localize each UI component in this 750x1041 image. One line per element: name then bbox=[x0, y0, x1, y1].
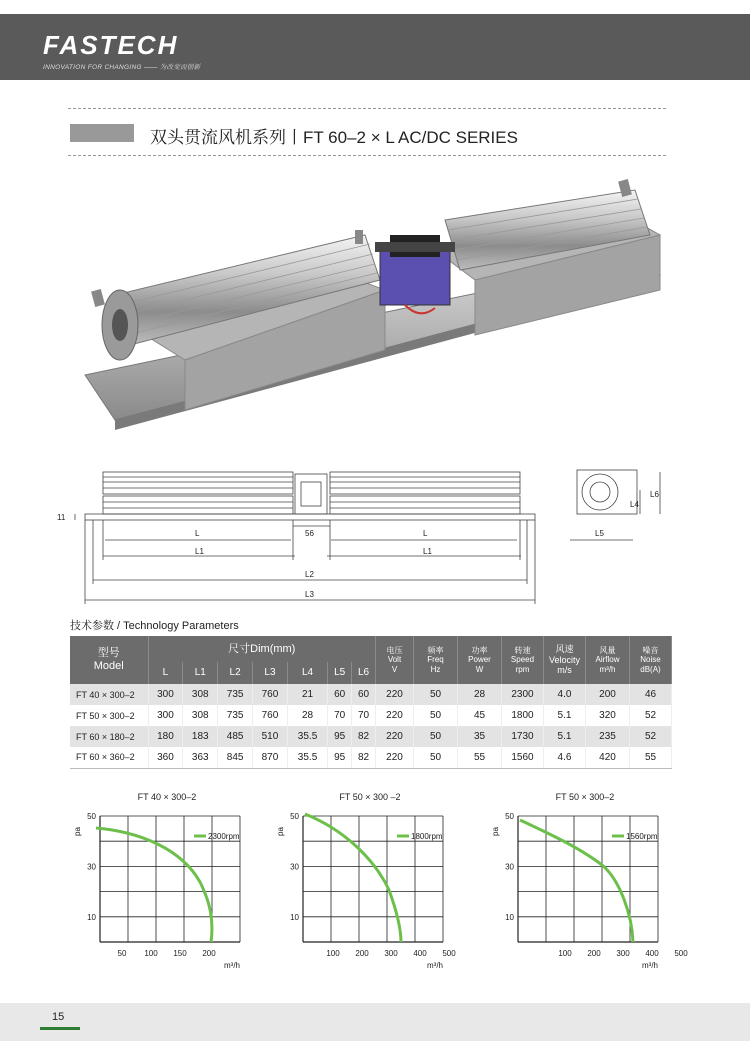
dim-11-label: 11 bbox=[57, 513, 66, 522]
title-accent-bar bbox=[70, 124, 134, 142]
chart-xtick: 200 bbox=[202, 949, 216, 958]
table-cell: 46 bbox=[630, 684, 672, 705]
table-cell: 760 bbox=[253, 705, 288, 726]
table-cell: 60 bbox=[352, 684, 376, 705]
chart-ytick: 50 bbox=[505, 812, 514, 821]
col-dim-group: 尺寸Dim(mm) bbox=[148, 636, 376, 662]
col-freq: 频率 Freq Hz bbox=[414, 636, 458, 684]
table-cell: 363 bbox=[183, 747, 218, 768]
dim-l-left-label: L bbox=[195, 529, 200, 538]
chart-xlabel: m³/h bbox=[427, 961, 443, 970]
table-row bbox=[70, 726, 672, 747]
chart-ylabel: pa bbox=[73, 827, 82, 836]
table-cell: 50 bbox=[414, 684, 458, 705]
table-cell: 235 bbox=[586, 726, 630, 747]
table-cell: 420 bbox=[586, 747, 630, 768]
table-cell: 70 bbox=[328, 705, 352, 726]
cell-model: FT 60 × 180–2 bbox=[70, 726, 148, 747]
col-model: 型号 Model bbox=[70, 636, 148, 684]
dim-l2-label: L2 bbox=[305, 570, 314, 579]
table-cell: 200 bbox=[586, 684, 630, 705]
chart-curve bbox=[96, 828, 212, 942]
chart-xtick: 100 bbox=[326, 949, 340, 958]
chart-legend-label: 1800rpm bbox=[411, 832, 443, 841]
chart-xtick: 200 bbox=[355, 949, 369, 958]
table-cell: 485 bbox=[218, 726, 253, 747]
col-noise: 噪音 Noise dB(A) bbox=[630, 636, 672, 684]
page-footer bbox=[0, 1003, 750, 1041]
cell-model: FT 40 × 300–2 bbox=[70, 684, 148, 705]
table-cell: 5.1 bbox=[544, 726, 586, 747]
chart-ft50x300 bbox=[275, 790, 465, 975]
table-cell: 300 bbox=[148, 684, 183, 705]
chart-ytick: 50 bbox=[290, 812, 299, 821]
table-cell: 35 bbox=[458, 726, 502, 747]
col-volt: 电压 Volt V bbox=[376, 636, 414, 684]
chart-curve bbox=[520, 820, 633, 942]
table-cell: 735 bbox=[218, 684, 253, 705]
table-cell: 870 bbox=[253, 747, 288, 768]
table-cell: 360 bbox=[148, 747, 183, 768]
table-cell: 220 bbox=[376, 747, 414, 768]
chart-xtick: 300 bbox=[384, 949, 398, 958]
table-cell: 320 bbox=[586, 705, 630, 726]
chart-xtick: 300 bbox=[616, 949, 630, 958]
chart-title: FT 40 × 300–2 bbox=[137, 792, 197, 802]
table-cell: 2300 bbox=[502, 684, 544, 705]
title-divider-top bbox=[68, 108, 666, 109]
chart-xtick: 500 bbox=[674, 949, 688, 958]
table-cell: 52 bbox=[630, 705, 672, 726]
table-row bbox=[70, 705, 672, 726]
cell-model: FT 60 × 360–2 bbox=[70, 747, 148, 768]
page-header bbox=[0, 14, 750, 80]
cell-model: FT 50 × 300–2 bbox=[70, 705, 148, 726]
dim-l3-label: L3 bbox=[305, 590, 314, 599]
chart-xtick: 200 bbox=[587, 949, 601, 958]
dim-l1-left-label: L1 bbox=[195, 547, 204, 556]
table-cell: 220 bbox=[376, 705, 414, 726]
table-cell: 52 bbox=[630, 726, 672, 747]
table-cell: 60 bbox=[328, 684, 352, 705]
chart-title: FT 50 × 300–2 bbox=[555, 792, 615, 802]
col-power: 功率 Power W bbox=[458, 636, 502, 684]
table-cell: 50 bbox=[414, 726, 458, 747]
title-divider-bottom bbox=[68, 155, 666, 156]
table-row bbox=[70, 747, 672, 768]
chart-xlabel: m³/h bbox=[642, 961, 658, 970]
chart-legend-label: 1560rpm bbox=[626, 832, 658, 841]
table-cell: 82 bbox=[352, 747, 376, 768]
chart-ytick: 10 bbox=[505, 912, 514, 922]
chart-xtick: 100 bbox=[558, 949, 572, 958]
chart-xtick: 400 bbox=[645, 949, 659, 958]
col-l5: L5 bbox=[328, 662, 352, 684]
table-cell: 220 bbox=[376, 726, 414, 747]
col-velocity: 风速 Velocity m/s bbox=[544, 636, 586, 684]
spec-table bbox=[70, 636, 672, 769]
table-cell: 50 bbox=[414, 705, 458, 726]
table-cell: 1560 bbox=[502, 747, 544, 768]
col-l6: L6 bbox=[352, 662, 376, 684]
chart-ytick: 30 bbox=[505, 862, 514, 872]
col-l2: L2 bbox=[218, 662, 253, 684]
table-cell: 55 bbox=[630, 747, 672, 768]
table-cell: 1800 bbox=[502, 705, 544, 726]
table-cell: 308 bbox=[183, 705, 218, 726]
table-cell: 300 bbox=[148, 705, 183, 726]
chart-xlabel: m³/h bbox=[224, 961, 240, 970]
table-cell: 35.5 bbox=[287, 747, 327, 768]
chart-ytick: 50 bbox=[87, 812, 96, 821]
chart-ytick: 30 bbox=[87, 862, 96, 872]
table-cell: 4.0 bbox=[544, 684, 586, 705]
table-cell: 510 bbox=[253, 726, 288, 747]
table-cell: 21 bbox=[287, 684, 327, 705]
chart-ytick: 10 bbox=[87, 912, 96, 922]
chart-xtick: 50 bbox=[117, 949, 127, 958]
dim-56-label: 56 bbox=[305, 529, 314, 538]
tech-params-label: 技术参数 / Technology Parameters bbox=[70, 620, 239, 632]
table-cell: 183 bbox=[183, 726, 218, 747]
page-number-underline bbox=[40, 1027, 80, 1030]
table-cell: 70 bbox=[352, 705, 376, 726]
col-speed: 转速 Speed rpm bbox=[502, 636, 544, 684]
dim-l5-label: L5 bbox=[595, 529, 604, 538]
col-l1: L1 bbox=[183, 662, 218, 684]
table-cell: 45 bbox=[458, 705, 502, 726]
chart-title: FT 50 × 300 –2 bbox=[339, 792, 401, 802]
chart-ytick: 10 bbox=[290, 912, 299, 922]
table-cell: 220 bbox=[376, 684, 414, 705]
dim-l4-label: L4 bbox=[630, 500, 639, 509]
table-cell: 35.5 bbox=[287, 726, 327, 747]
chart-ylabel: pa bbox=[276, 827, 285, 836]
page-title: 双头贯流风机系列丨FT 60–2 × L AC/DC SERIES bbox=[150, 128, 518, 147]
col-l: L bbox=[148, 662, 183, 684]
product-photo bbox=[75, 180, 675, 450]
table-cell: 4.6 bbox=[544, 747, 586, 768]
table-cell: 845 bbox=[218, 747, 253, 768]
page-number: 15 bbox=[52, 1011, 65, 1023]
table-cell: 1730 bbox=[502, 726, 544, 747]
chart-ytick: 30 bbox=[290, 862, 299, 872]
chart-ft50x300-b bbox=[490, 790, 688, 975]
dim-l-right-label: L bbox=[423, 529, 428, 538]
dim-l6-label: L6 bbox=[650, 490, 659, 499]
chart-xtick: 400 bbox=[413, 949, 427, 958]
table-cell: 28 bbox=[287, 705, 327, 726]
table-cell: 5.1 bbox=[544, 705, 586, 726]
col-l4: L4 bbox=[287, 662, 327, 684]
table-row bbox=[70, 684, 672, 705]
dimension-drawing bbox=[55, 462, 675, 612]
col-airflow: 风量 Airflow m³/h bbox=[586, 636, 630, 684]
table-cell: 180 bbox=[148, 726, 183, 747]
dim-l1-right-label: L1 bbox=[423, 547, 432, 556]
col-l3: L3 bbox=[253, 662, 288, 684]
table-cell: 95 bbox=[328, 726, 352, 747]
chart-ylabel: pa bbox=[491, 827, 500, 836]
table-cell: 28 bbox=[458, 684, 502, 705]
chart-xtick: 150 bbox=[173, 949, 187, 958]
table-cell: 308 bbox=[183, 684, 218, 705]
chart-xtick: 100 bbox=[144, 949, 158, 958]
chart-ft40x300 bbox=[72, 790, 262, 975]
table-cell: 95 bbox=[328, 747, 352, 768]
table-cell: 735 bbox=[218, 705, 253, 726]
brand-tagline: INNOVATION FOR CHANGING —— 为改变而创新 bbox=[43, 64, 201, 71]
table-cell: 55 bbox=[458, 747, 502, 768]
chart-legend-label: 2300rpm bbox=[208, 832, 240, 841]
table-cell: 760 bbox=[253, 684, 288, 705]
table-cell: 82 bbox=[352, 726, 376, 747]
table-cell: 50 bbox=[414, 747, 458, 768]
brand-logo: FASTECH bbox=[43, 30, 179, 60]
chart-xtick: 500 bbox=[442, 949, 456, 958]
